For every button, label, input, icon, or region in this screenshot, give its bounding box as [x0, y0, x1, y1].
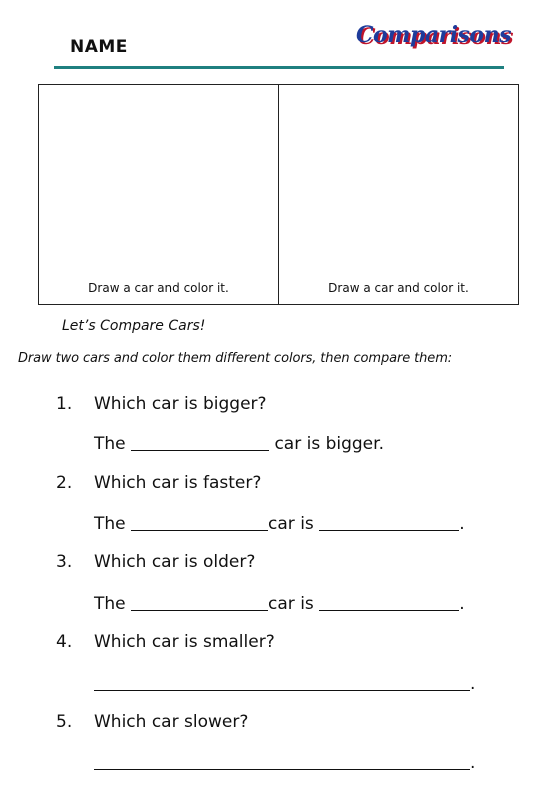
answer-suffix: .	[470, 674, 476, 694]
comparisons-logo: Comparisons	[356, 22, 511, 48]
answer-middle: car is	[268, 514, 314, 534]
answer-blank[interactable]	[94, 672, 470, 691]
subtitle: Let’s Compare Cars!	[62, 318, 206, 334]
name-label: NAME	[70, 37, 128, 57]
answer-4	[94, 672, 475, 694]
answer-middle: car is	[268, 594, 314, 614]
answer-middle: car is bigger.	[274, 434, 384, 454]
question-text: Which car slower?	[94, 712, 249, 732]
drawing-box-caption: Draw a car and color it.	[88, 281, 229, 295]
answer-blank[interactable]	[94, 751, 470, 770]
header-rule	[54, 66, 504, 69]
question-number: 3.	[56, 552, 73, 572]
question-5	[56, 712, 248, 732]
answer-prefix: The	[94, 514, 126, 534]
answer-blank[interactable]	[131, 432, 269, 451]
answer-suffix: .	[459, 594, 465, 614]
question-number: 1.	[56, 394, 73, 414]
answer-1	[94, 432, 384, 454]
answer-suffix: .	[459, 514, 465, 534]
drawing-box-caption: Draw a car and color it.	[328, 281, 469, 295]
answer-2	[94, 512, 465, 534]
answer-blank[interactable]	[319, 592, 459, 611]
question-number: 5.	[56, 712, 73, 732]
drawing-boxes	[38, 84, 519, 305]
question-number: 2.	[56, 473, 73, 493]
answer-prefix: The	[94, 594, 126, 614]
instructions: Draw two cars and color them different colors, then compare them:	[18, 351, 453, 366]
answer-prefix: The	[94, 434, 126, 454]
answer-blank[interactable]	[131, 512, 268, 531]
question-number: 4.	[56, 632, 73, 652]
question-text: Which car is faster?	[94, 473, 262, 493]
answer-suffix: .	[470, 753, 476, 773]
answer-blank[interactable]	[131, 592, 268, 611]
question-2	[56, 473, 261, 493]
answer-blank[interactable]	[319, 512, 459, 531]
answer-5	[94, 751, 475, 773]
question-3	[56, 552, 255, 572]
question-text: Which car is older?	[94, 552, 256, 572]
question-text: Which car is bigger?	[94, 394, 267, 414]
question-1	[56, 394, 267, 414]
question-text: Which car is smaller?	[94, 632, 275, 652]
drawing-box-left[interactable]	[39, 85, 278, 304]
drawing-box-right[interactable]	[278, 85, 518, 304]
answer-3	[94, 592, 465, 614]
question-4	[56, 632, 275, 652]
